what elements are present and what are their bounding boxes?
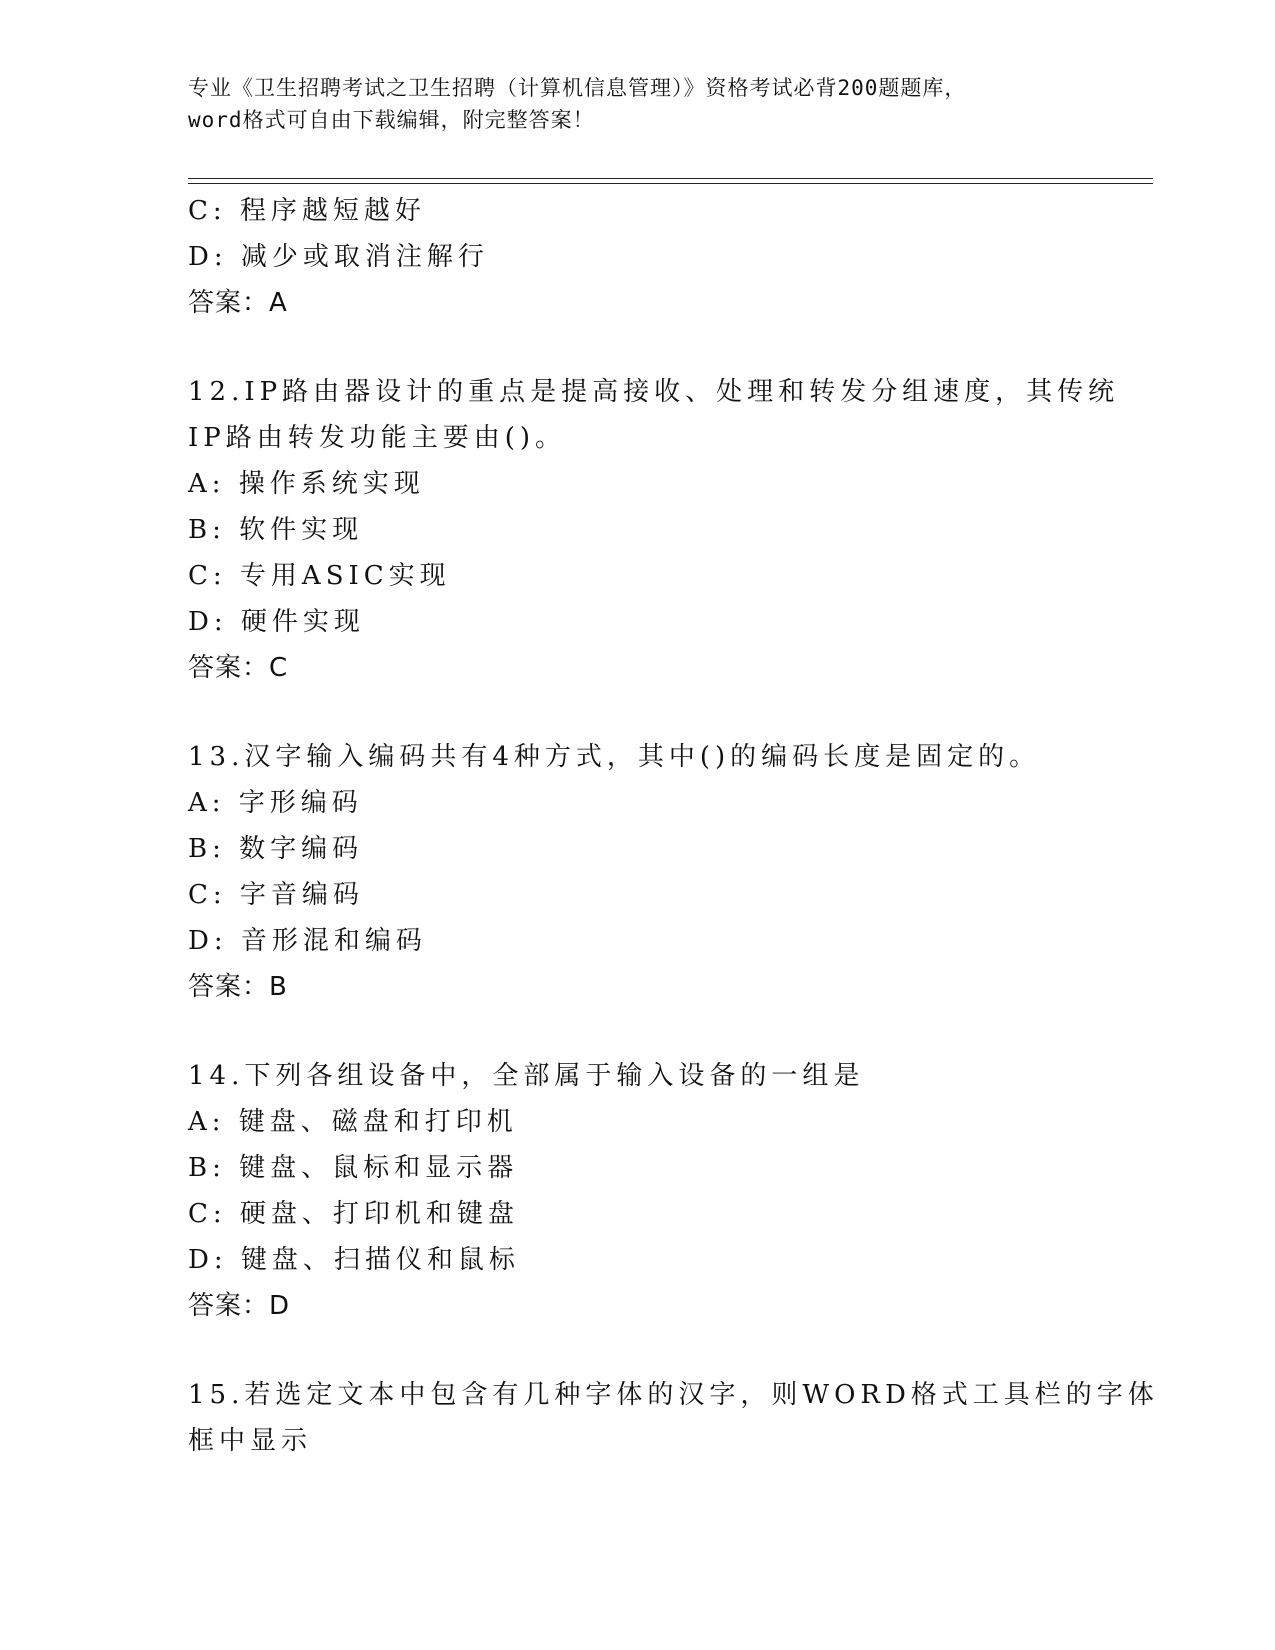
option-c: C: 专用ASIC实现 [188,561,451,591]
header-title-line-2: word格式可自由下载编辑，附完整答案！ [188,108,595,132]
question-15 [188,1372,1159,1464]
answer-line: 答案：C [188,653,289,683]
option-b: B: 键盘、鼠标和显示器 [188,1153,519,1183]
spacer [188,1010,1148,1053]
question-12 [188,369,1148,691]
option-b: B: 数字编码 [188,834,364,864]
option-d: D: 音形混和编码 [188,926,427,956]
question-14 [188,1053,1148,1329]
question-stem-line: 14.下列各组设备中，全部属于输入设备的一组是 [188,1061,865,1091]
spacer [188,326,1148,369]
option-d: D: 减少或取消注解行 [188,242,489,272]
option-a: A: 字形编码 [188,788,363,818]
option-b: B: 软件实现 [188,515,364,545]
question-11-continued [188,188,1148,326]
question-list [188,188,1159,1464]
header-title-line-1: 专业《卫生招聘考试之卫生招聘（计算机信息管理）》资格考试必背200题题库， [188,76,967,100]
option-c: C: 字音编码 [188,880,364,910]
question-stem-line: 13.汉字输入编码共有4种方式，其中()的编码长度是固定的。 [188,742,1041,772]
spacer [188,1329,1148,1372]
document-header [188,72,1088,136]
answer-line: 答案：A [188,288,288,318]
question-stem-line: 15.若选定文本中包含有几种字体的汉字，则WORD格式工具栏的字体 [188,1380,1159,1410]
header-divider-bottom [188,183,1153,184]
option-a: A: 操作系统实现 [188,469,425,499]
answer-line: 答案：D [188,1291,291,1321]
option-d: D: 键盘、扫描仪和鼠标 [188,1245,520,1275]
question-13 [188,734,1148,1010]
option-c: C: 硬盘、打印机和键盘 [188,1199,519,1229]
option-c: C: 程序越短越好 [188,196,426,226]
question-stem-line: 框中显示 [188,1426,313,1456]
spacer [188,691,1148,734]
option-a: A: 键盘、磁盘和打印机 [188,1107,518,1137]
answer-line: 答案：B [188,972,288,1002]
question-stem-line: IP路由转发功能主要由()。 [188,423,567,453]
option-d: D: 硬件实现 [188,607,365,637]
question-stem-line: 12.IP路由器设计的重点是提高接收、处理和转发分组速度，其传统 [188,377,1120,407]
header-divider-top [188,178,1153,179]
